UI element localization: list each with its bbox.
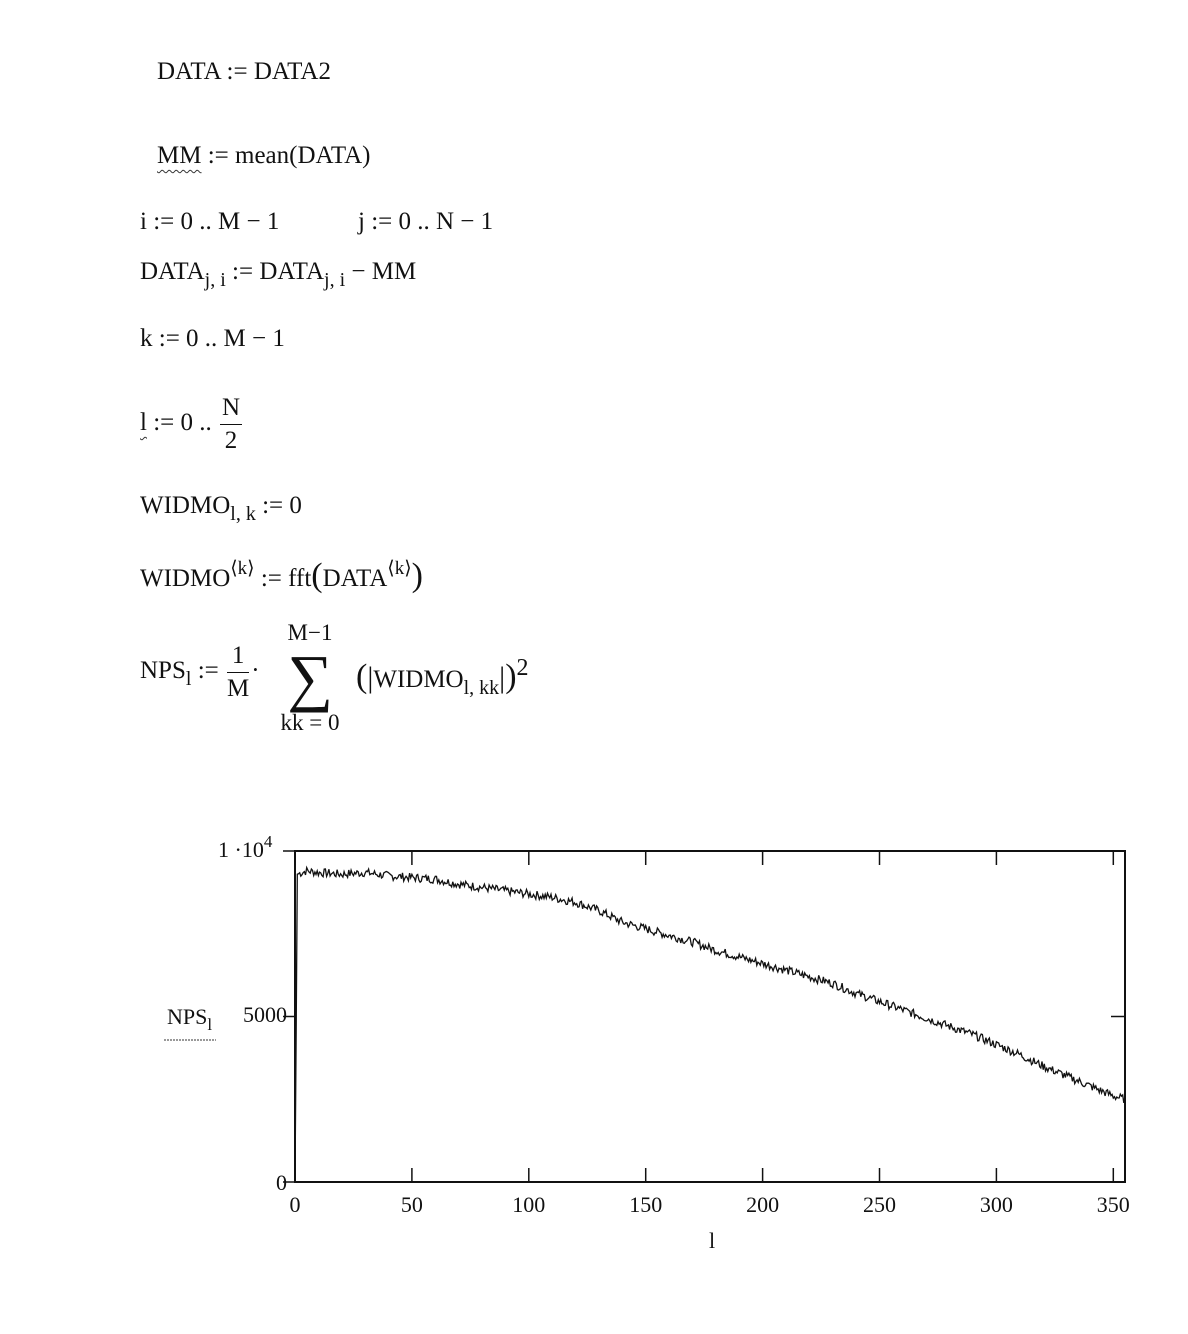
mm-variable: MM bbox=[157, 142, 202, 169]
data-mid: := DATA bbox=[225, 258, 325, 285]
sigma-symbol: ∑ bbox=[287, 642, 333, 713]
widmo-fft-data-superscript: ⟨k⟩ bbox=[387, 558, 412, 579]
l-prefix: := 0 .. bbox=[146, 409, 218, 437]
x-tick-label: 100 bbox=[512, 1192, 546, 1217]
nps-dot: · bbox=[251, 657, 260, 685]
close-paren: ) bbox=[411, 557, 423, 594]
nps-assign: := bbox=[191, 657, 225, 685]
x-tick-label: 0 bbox=[289, 1192, 301, 1217]
open-paren: ( bbox=[311, 557, 323, 594]
data-rhs-index: j, i bbox=[324, 269, 346, 291]
widmo-init-lhs: WIDMO bbox=[140, 492, 231, 519]
x-tick-label: 300 bbox=[979, 1192, 1013, 1217]
data-lhs: DATA bbox=[140, 258, 205, 285]
x-tick-label: 150 bbox=[629, 1192, 663, 1217]
y-tick-5000: 5000 bbox=[243, 1002, 287, 1027]
nps-lhs-index: l bbox=[185, 668, 192, 691]
equation-k-range: k := 0 .. M − 1 bbox=[140, 325, 285, 352]
nps-fraction-numerator: 1 bbox=[227, 640, 249, 673]
nps-close-paren: ) bbox=[505, 658, 517, 695]
y-axis-label: $NPS_l$ bbox=[167, 1004, 213, 1034]
sum-upper-limit: M−1 bbox=[287, 620, 333, 645]
widmo-fft-lhs: WIDMO bbox=[140, 565, 231, 592]
sum-lower-limit: kk = 0 bbox=[280, 710, 340, 735]
plot-ticks bbox=[283, 851, 1130, 1217]
abs-open-bar: | bbox=[367, 661, 374, 694]
data-lhs-index: j, i bbox=[204, 269, 226, 291]
nps-open-paren: ( bbox=[356, 658, 368, 695]
data-rhs: − MM bbox=[345, 258, 417, 285]
nps-body-name: WIDMO bbox=[373, 666, 464, 693]
fraction-denominator: 2 bbox=[224, 427, 238, 454]
widmo-fft-superscript: ⟨k⟩ bbox=[230, 558, 255, 579]
nps-body-index: l, kk bbox=[463, 677, 500, 699]
equation-j-range: j := 0 .. N − 1 bbox=[358, 208, 494, 235]
x-axis-label: l bbox=[708, 1228, 716, 1253]
plot-frame bbox=[295, 851, 1125, 1182]
equation-data-assign: DATA := DATA2 bbox=[157, 58, 331, 85]
nps-lhs-name: NPS bbox=[140, 657, 186, 685]
nps-power: 2 bbox=[516, 655, 529, 681]
y-tick-top: $1 \cdot 10^4$ bbox=[218, 832, 273, 862]
y-tick-0: 0 bbox=[276, 1170, 287, 1195]
widmo-fft-data: DATA bbox=[322, 565, 388, 592]
widmo-init-rhs: := 0 bbox=[255, 492, 302, 519]
abs-close-bar: | bbox=[499, 661, 506, 694]
nps-series-line bbox=[295, 868, 1125, 1182]
x-tick-label: 50 bbox=[400, 1192, 423, 1217]
nps-fraction-denominator: M bbox=[226, 675, 250, 702]
widmo-init-index: l, k bbox=[230, 503, 256, 525]
x-tick-label: 350 bbox=[1096, 1192, 1130, 1217]
x-tick-label: 200 bbox=[746, 1192, 780, 1217]
mm-rhs: := mean(DATA) bbox=[201, 142, 371, 169]
x-tick-label: 250 bbox=[863, 1192, 897, 1217]
l-variable: l bbox=[140, 409, 147, 437]
fraction-numerator: N bbox=[220, 392, 242, 425]
widmo-fft-mid: := fft bbox=[254, 565, 312, 592]
equation-i-range: i := 0 .. M − 1 bbox=[140, 208, 280, 235]
